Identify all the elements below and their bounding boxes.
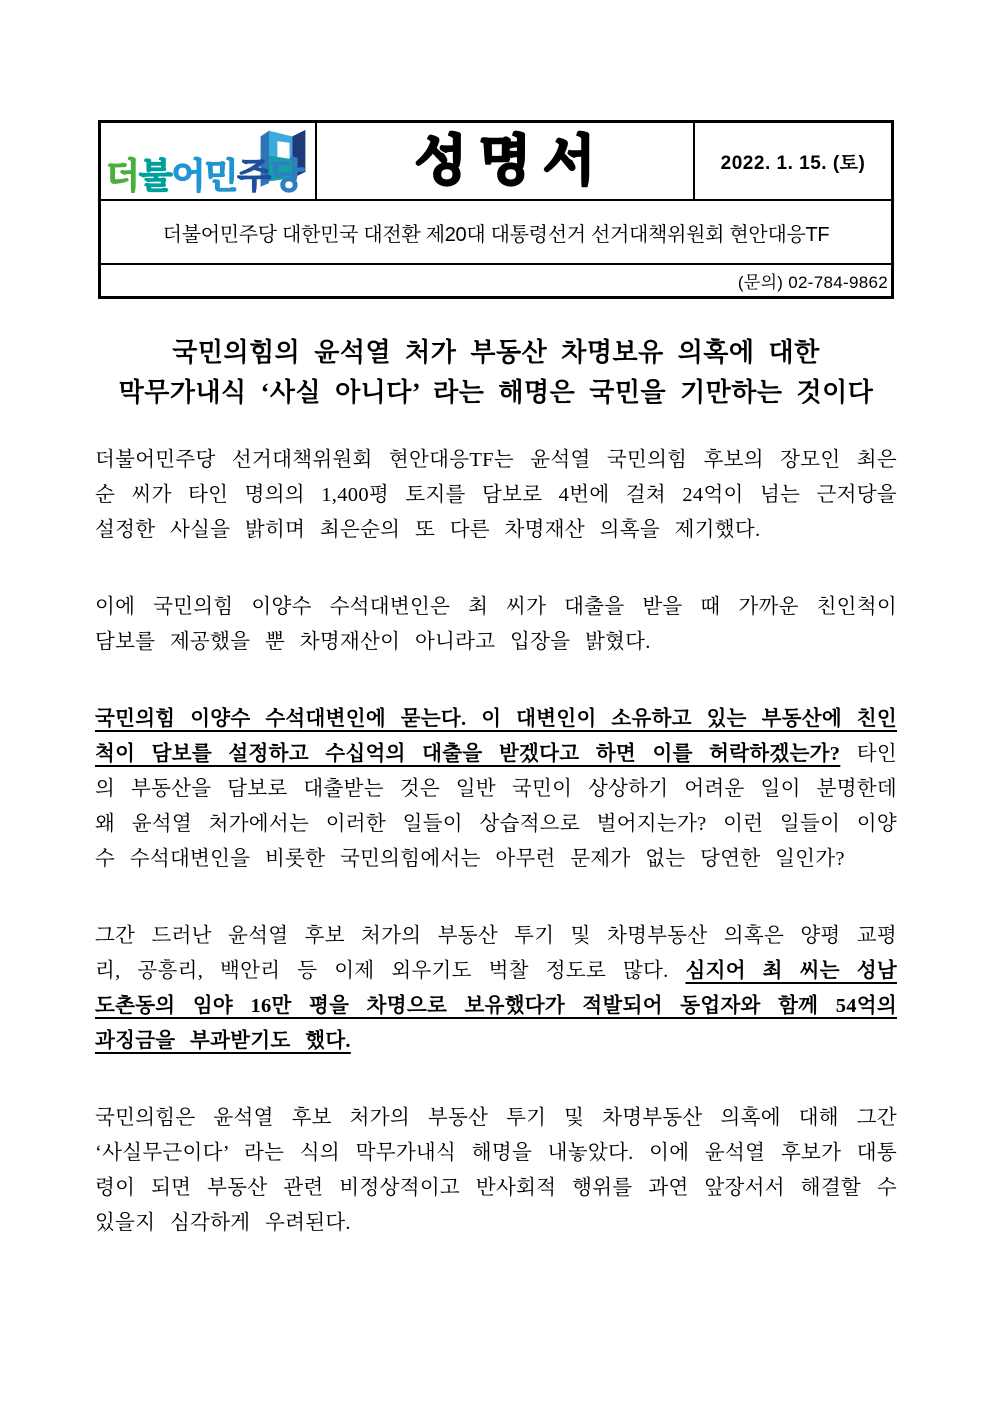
party-logo	[101, 123, 317, 199]
paragraph	[95, 919, 897, 1059]
contact-row	[101, 265, 891, 296]
party-logo-text	[106, 159, 303, 194]
document-body	[95, 443, 897, 1283]
text-segment: 국민의힘은 윤석열 후보 처가의 부동산 투기 및 차명부동산 의혹에 대해 그간 ‘사실무근이다’ 라는 식의 막무가내식 해명을 내놓았다. 이에 윤석열 후보가 대통령이 되면 부동산 관련 비정상적이고 반사회적 행위를 과연 앞장서서 해결할 수 있을지 심각하게 우려된다.	[95, 1107, 897, 1234]
logo-letter: 주	[237, 157, 271, 196]
doc-type-cell	[317, 123, 695, 199]
header-row-top	[101, 123, 891, 201]
text-segment: 타인의 부동산을 담보로 대출받는 것은 일반 국민이 상상하기 어려운 일이 분명한데 왜 윤석열 처가에서는 이러한 일들이 상습적으로 벌어지는가? 이런 일들이 이양수 수석대변인을 비롯한 국민의힘에서는 아무런 문제가 없는 당연한 일인가?	[95, 743, 897, 870]
logo-letter: 불	[138, 157, 172, 196]
title-line-2: 막무가내식 ‘사실 아니다’ 라는 해명은 국민을 기만하는 것이다	[118, 378, 874, 407]
committee-name: 더불어민주당 대한민국 대전환 제20대 대통령선거 선거대책위원회 현안대응TF	[162, 223, 830, 246]
text-segment: 그간 드러난 윤석열 후보 처가의 부동산 투기 및 차명부동산 의혹은 양평 교평리, 공흥리, 백안리 등 이제 외우기도 벅찰 정도로 많다.	[95, 925, 897, 982]
title-line-1: 국민의힘의 윤석열 처가 부동산 차명보유 의혹에 대한	[172, 338, 820, 367]
date-cell	[695, 123, 891, 199]
text-segment: 더불어민주당 선거대책위원회 현안대응TF는 윤석열 국민의힘 후보의 장모인 최은순 씨가 타인 명의의 1,400평 토지를 담보로 4번에 걸쳐 24억이 넘는 근저당을 설정한 사실을 밝히며 최은순의 또 다른 차명재산 의혹을 제기했다.	[95, 449, 897, 541]
paragraph	[95, 702, 897, 877]
statement-title	[60, 333, 932, 413]
text-segment: 국민의힘 이양수 수석대변인에 묻는다. 이 대변인이 소유하고 있는 부동산에 친인척이 담보를 설정하고 수십억의 대출을 받겠다고 하면 이를 허락하겠는가?	[95, 708, 897, 765]
logo-letter: 민	[204, 157, 238, 196]
paragraph	[95, 590, 897, 660]
paragraph	[95, 1101, 897, 1241]
paragraph	[95, 443, 897, 548]
committee-row	[101, 201, 891, 265]
logo-letter: 더	[106, 157, 139, 196]
doc-type-title: 성명서	[414, 131, 608, 191]
contact-phone: (문의) 02-784-9862	[737, 273, 888, 292]
header-table	[98, 120, 894, 299]
logo-letter: 당	[270, 157, 303, 196]
doc-date: 2022. 1. 15. (토)	[720, 152, 866, 174]
text-segment: 이에 국민의힘 이양수 수석대변인은 최 씨가 대출을 받을 때 가까운 친인척이 담보를 제공했을 뿐 차명재산이 아니라고 입장을 밝혔다.	[95, 596, 897, 653]
text-segment: 심지어 최 씨는 성남 도촌동의 임야 16만 평을 차명으로 보유했다가 적발되어 동업자와 함께 54억의 과징금을 부과받기도 했다.	[95, 960, 897, 1052]
logo-letter: 어	[171, 157, 205, 196]
